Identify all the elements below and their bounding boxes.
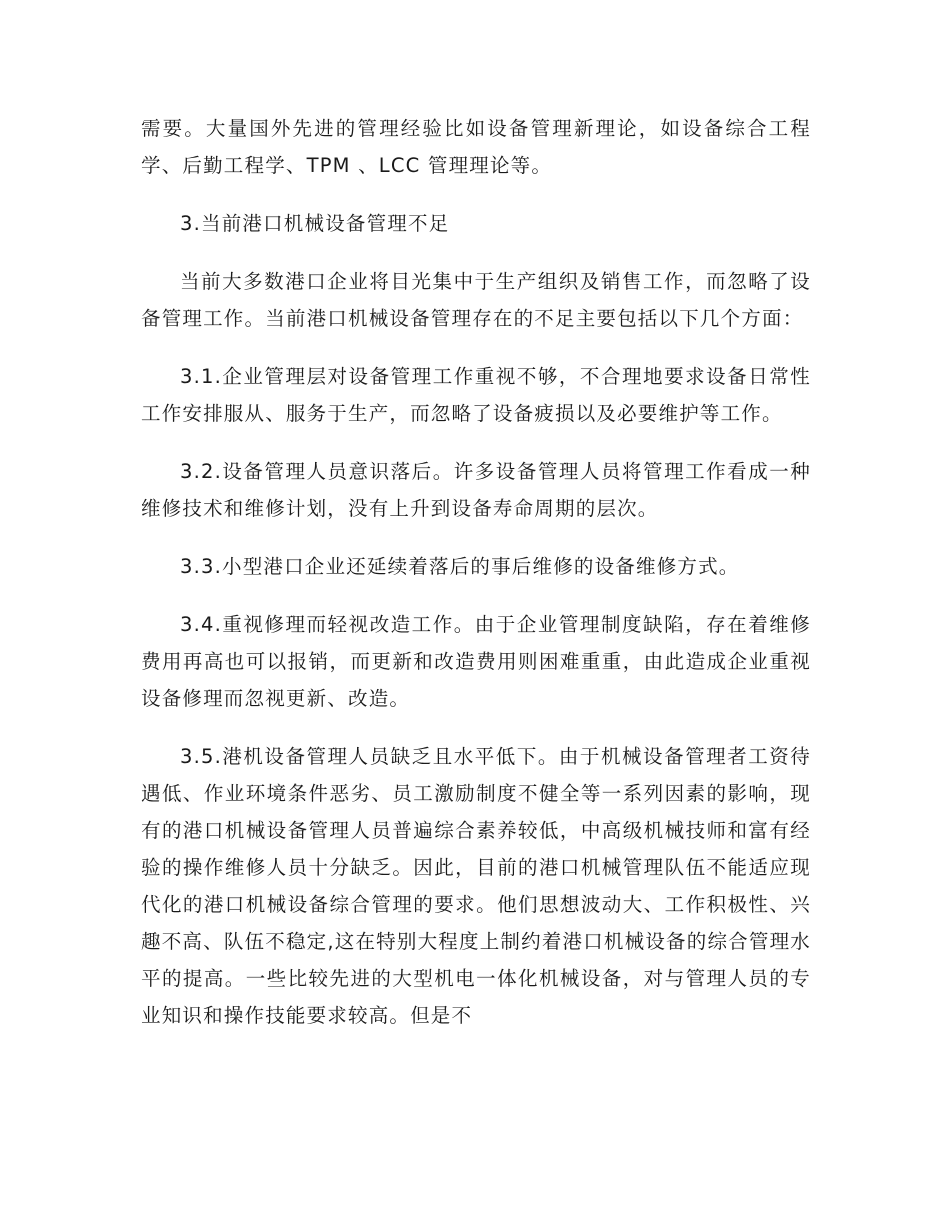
- section-heading-3: 3.当前港口机械设备管理不足: [180, 212, 450, 235]
- document-body: [141, 110, 811, 1055]
- paragraph-3-2: 3.2.设备管理人员意识落后。许多设备管理人员将管理工作看成一种维修技术和维修计划，没有上升到设备寿命周期的层次。: [141, 460, 811, 520]
- paragraph-3-5: 3.5.港机设备管理人员缺乏且水平低下。由于机械设备管理者工资待遇低、作业环境条件恶劣、员工激励制度不健全等一系列因素的影响，现有的港口机械设备管理人员普遍综合素养较低，中高级机械技师和富有经验的操作维修人员十分缺乏。因此，目前的港口机械管理队伍不能适应现代化的港口机械设备综合管理的要求。他们思想波动大、工作积极性、兴趣不高、队伍不稳定,这在特别大程度上制约着港口机械设备的综合管理水平的提高。一些比较先进的大型机电一体化机械设备，对与管理人员的专业知识和操作技能要求较高。但是不: [141, 745, 811, 1027]
- paragraph-continuation: 需要。大量国外先进的管理经验比如设备管理新理论，如设备综合工程学、后勤工程学、TPM 、LCC 管理理论等。: [141, 117, 811, 177]
- paragraph-3-1: 3.1.企业管理层对设备管理工作重视不够，不合理地要求设备日常性工作安排服从、服务于生产，而忽略了设备疲损以及必要维护等工作。: [141, 365, 811, 425]
- paragraph-3-4: 3.4.重视修理而轻视改造工作。由于企业管理制度缺陷，存在着维修费用再高也可以报销，而更新和改造费用则困难重重，由此造成企业重视设备修理而忽视更新、改造。: [141, 613, 811, 710]
- paragraph-intro: 当前大多数港口企业将目光集中于生产组织及销售工作，而忽略了设备管理工作。当前港口机械设备管理存在的不足主要包括以下几个方面：: [141, 270, 811, 330]
- paragraph-3-3: 3.3.小型港口企业还延续着落后的事后维修的设备维修方式。: [180, 555, 740, 578]
